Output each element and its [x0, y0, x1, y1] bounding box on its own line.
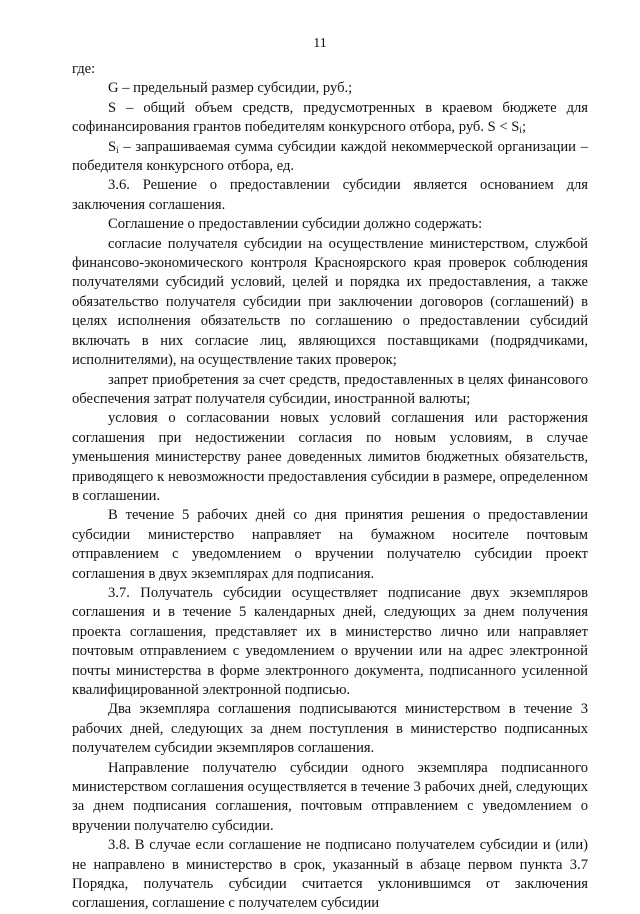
paragraph-s-definition: S – общий объем средств, предусмотренных в краевом бюджете для софинансирования грантов победителям конкурсного отбора, руб. $S < S_i$; [72, 99, 588, 136]
paragraph-3-7: 3.7. Получатель субсидии осуществляет подписание двух экземпляров соглашения и в течение 5 календарных дней, следующих за днем получения проекта соглашения, представляет их в министерство лично или направляет почтовым отправлением с уведомлением о вручении или на адрес электронной почты министерства в форме электронного документа, подписанного усиленной квалифицированной электронной подписью. [72, 584, 588, 698]
paragraph-sending: Направление получателю субсидии одного экземпляра подписанного министерством соглашения осуществляется в течение 3 рабочих дней, следующих за днем подписания соглашения, почтовым отправлением с уведомлением о вручении получателю субсидии. [72, 759, 588, 834]
paragraph-g-definition: G – предельный размер субсидии, руб.; [108, 80, 353, 97]
paragraph-five-days: В течение 5 рабочих дней со дня принятия решения о предоставлении субсидии министерство направляет на бумажном носителе почтовым отправлением с уведомлением о вручении получателю субсидии проект соглашения в двух экземплярах для подписания. [72, 507, 588, 582]
paragraph-3-6: 3.6. Решение о предоставлении субсидии является основанием для заключения соглашения. [72, 177, 588, 213]
paragraph-consent: согласие получателя субсидии на осуществление министерством, службой финансово-экономического контроля Красноярского края проверок соблюдения получателями субсидий условий, целей и порядка их предоставления, а также обязательство получателя субсидии при заключении договоров (соглашений) в целях исполнения обязательств по соглашению о предоставлении субсидий включать в них согласие лиц, являющихся поставщиками (подрядчиками, исполнителями), на осуществление таких проверок; [72, 235, 588, 369]
paragraph-two-copies: Два экземпляра соглашения подписываются министерством в течение 3 рабочих дней, следующих за днем поступления в министерство подписанных получателем субсидии экземпляров соглашения. [72, 701, 588, 757]
paragraph-si-definition: $S_i$ – запрашиваемая сумма субсидии каждой некоммерческой организации – победителя конкурсного отбора, ед. [72, 138, 588, 175]
paragraph-currency-ban: запрет приобретения за счет средств, предоставленных в целях финансового обеспечения затрат получателя субсидии, иностранной валюты; [72, 371, 588, 407]
paragraph-agreement-content: Соглашение о предоставлении субсидии должно содержать: [108, 216, 483, 233]
paragraph-where: где: [72, 61, 96, 77]
page-number: 11 [313, 36, 327, 51]
paragraph-3-8: 3.8. В случае если соглашение не подписано получателем субсидии и (или) не направлено в министерство в срок, указанный в абзаце первом пункта 3.7 Порядка, получатель субсидии считается уклонившимся от заключения соглашения, соглашение с получателем субсидии [72, 837, 588, 912]
paragraph-conditions: условия о согласовании новых условий соглашения или расторжения соглашения при недостижении согласия по новым условиям, в случае уменьшения министерству ранее доведенных лимитов бюджетных обязательств, приводящего к невозможности предоставления субсидии в размере, определенном в соглашении. [72, 410, 588, 504]
document-body [72, 60, 588, 914]
